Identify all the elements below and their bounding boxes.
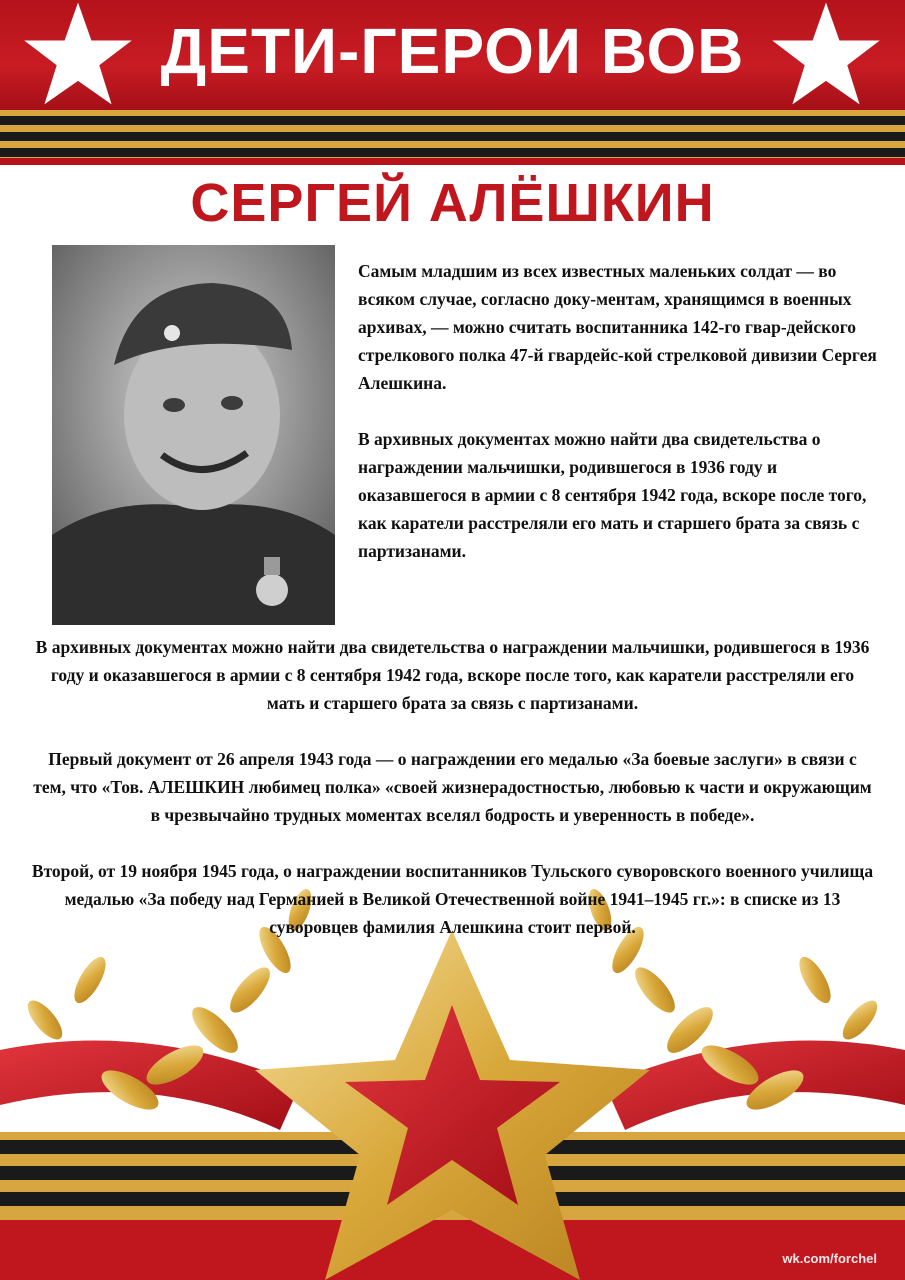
side-text-block bbox=[358, 257, 878, 593]
hero-photo bbox=[52, 245, 335, 625]
main-text-block bbox=[30, 633, 875, 969]
header-title: ДЕТИ-ГЕРОИ ВОВ bbox=[160, 15, 745, 87]
main-paragraph-2: Первый документ от 26 апреля 1943 года — о награждении его медалью «За боевые заслуги» в связи с тем, что «Тов. АЛЕШКИН любимец полка» «своей жизнерадостностью, любовью к части и окружающим в чрезвычайно трудных моментах вселял бодрость и уверенность в победе». bbox=[33, 749, 872, 825]
st-george-ribbon-top bbox=[0, 110, 905, 165]
footer-credit: wk.com/forchel bbox=[782, 1251, 877, 1266]
main-paragraph-1: В архивных документах можно найти два свидетельства о награждении мальчишки, родившегося в 1936 году и оказавшегося в армии с 8 сентября 1942 года, вскоре после того, как каратели расстреляли его мать и старшего брата за связь с партизанами. bbox=[35, 637, 870, 713]
side-paragraph-1: Самым младшим из всех известных маленьких солдат — во всяком случае, согласно доку-ментам, хранящимся в военных архивах, — можно считать воспитанника 142-го гвар-дейского стрелкового полка 47-й гвардейс-кой стрелковой дивизии Сергея Алешкина. bbox=[358, 261, 877, 393]
side-paragraph-2: В архивных документах можно найти два свидетельства о награждении мальчишки, родившегося в 1936 году и оказавшегося в армии с 8 сентября 1942 года, вскоре после того, как каратели расстреляли его мать и старшего брата за связь с партизанами. bbox=[358, 429, 867, 561]
hero-name: СЕРГЕЙ АЛЁШКИН bbox=[190, 173, 715, 233]
main-paragraph-3: Второй, от 19 ноября 1945 года, о награждении воспитанников Тульского суворовского военного училища медалью «За победу над Германией в Великой Отечественной войне 1941–1945 гг.»: в списке из 13 суворовцев фамилия Алешкина стоит первой. bbox=[31, 861, 874, 937]
